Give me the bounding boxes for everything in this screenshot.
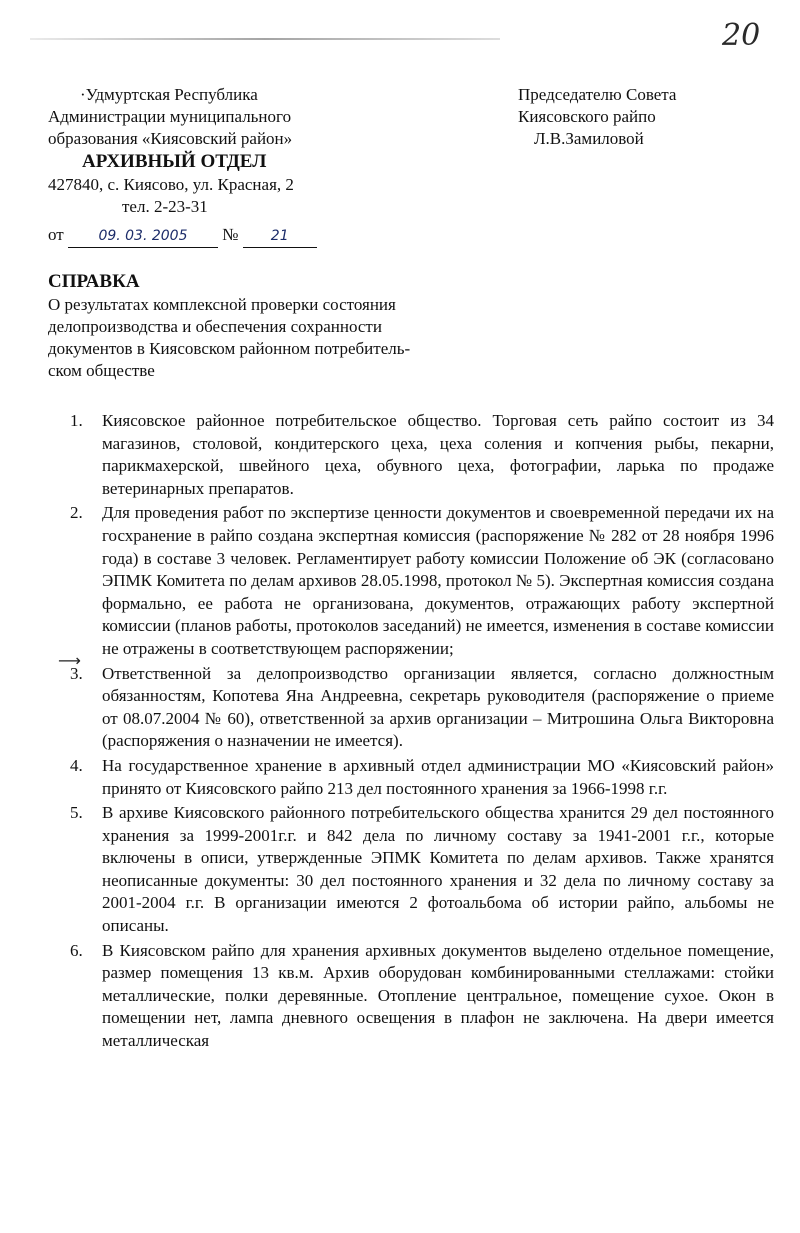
header-address: 427840, с. Киясово, ул. Красная, 2	[48, 175, 294, 194]
subtitle-line: ском обществе	[48, 361, 155, 380]
header-municipality: образования «Киясовский район»	[48, 129, 293, 148]
scan-top-line	[30, 38, 500, 40]
reference-from-label: от	[48, 225, 64, 244]
subtitle-line: О результатах комплексной проверки состояния	[48, 295, 396, 314]
item-number: 1.	[70, 411, 83, 430]
reference-number-label: №	[222, 225, 239, 244]
document-title: СПРАВКА	[48, 271, 140, 292]
item-number: 6.	[70, 940, 83, 960]
subtitle-line: документов в Киясовском районном потребитель-	[48, 339, 411, 358]
document-title-block	[48, 270, 518, 382]
item-text: В Киясовском райпо для хранения архивных документов выделено отдельное помещение, размер помещения 13 кв.м. Архив оборудован комбинированными стеллажами: стойки металлические, полки деревянные. Отопление центральное, помещение сухое. Окон в помещении нет, лампа дневного освещения в плафон не заключена. На двери имеется металлическая	[102, 940, 774, 1051]
header-phone: тел. 2-23-31	[122, 197, 208, 216]
item-number: 5.	[70, 803, 83, 823]
reference-date: 09. 03. 2005	[68, 225, 218, 248]
reference-number: 21	[243, 225, 317, 248]
header-republic: ·Удмуртская Республика	[80, 85, 258, 104]
recipient-header	[518, 84, 788, 150]
finding-item	[66, 755, 774, 800]
item-text: Ответственной за делопроизводство организации является, согласно должностным обязанностям, Копотева Яна Андреевна, секретарь руководителя (распоряжение о приеме от 08.07.2004 № 60), ответственной за архив организации – Митрошина Ольга Викторовна (распоряжения о назначении не имеется).	[102, 663, 774, 751]
item-text: Киясовское районное потребительское общество. Торговая сеть райпо состоит из 34 магазинов, столовой, кондитерского цеха, цеха соления и копчения рыбы, пекарни, парикмахерской, швейного цеха, обувного цеха, фотографии, ларька по продаже ветеринарных препаратов.	[102, 411, 774, 498]
margin-arrow-mark: ⟶	[58, 651, 81, 670]
finding-item	[66, 410, 774, 500]
item-text: Для проведения работ по экспертизе ценности документов и своевременной передачи их на госхранение в райпо создана экспертная комиссия (распоряжение № 282 от 28 ноября 1996 года) в составе 3 человек. Регламентирует работу комиссии Положение об ЭК (согласовано ЭПМК Комитета по делам архивов 28.05.1998, протокол № 5). Экспертная комиссия создана формально, ее работа не организована, документов, отражающих работу экспертной комиссии (планов работы, протоколов заседаний) не имеется, изменения в составе комиссии не отражены в соответствующем распоряжении;	[102, 503, 774, 658]
item-number: 3.	[70, 663, 83, 683]
finding-item	[66, 663, 774, 753]
header-department: АРХИВНЫЙ ОТДЕЛ	[82, 151, 267, 172]
item-number: 2.	[70, 503, 83, 523]
recipient-name: Л.В.Замиловой	[534, 129, 644, 148]
subtitle-line: делопроизводства и обеспечения сохранности	[48, 317, 382, 336]
item-text: В архиве Киясовского районного потребительского общества хранится 29 дел постоянного хранения за 1999-2001г.г. и 842 дела по личному составу за 1941-2001 г.г., которые включены в описи, утвержденные ЭПМК Комитета по делам архивов. Также хранятся неописанные документы: 30 дел постоянного хранения и 32 дела по личному составу за 2001-2004 г.г. В организации имеются 2 фотоальбома об истории райпо, альбомы не описаны.	[102, 803, 774, 936]
sender-header	[48, 84, 378, 218]
finding-item	[66, 940, 774, 1053]
recipient-title: Председателю Совета	[518, 85, 677, 104]
recipient-organization: Киясовского райпо	[518, 107, 656, 126]
item-text: На государственное хранение в архивный отдел администрации МО «Киясовский район» принято от Киясовского райпо 213 дел постоянного хранения за 1966-1998 г.г.	[102, 755, 774, 798]
page-number: 20	[722, 18, 761, 53]
reference-line	[48, 224, 317, 248]
item-number: 4.	[70, 755, 83, 775]
findings-list	[66, 410, 774, 1055]
header-administration: Администрации муниципального	[48, 107, 292, 126]
finding-item	[66, 502, 774, 660]
finding-item	[66, 802, 774, 938]
